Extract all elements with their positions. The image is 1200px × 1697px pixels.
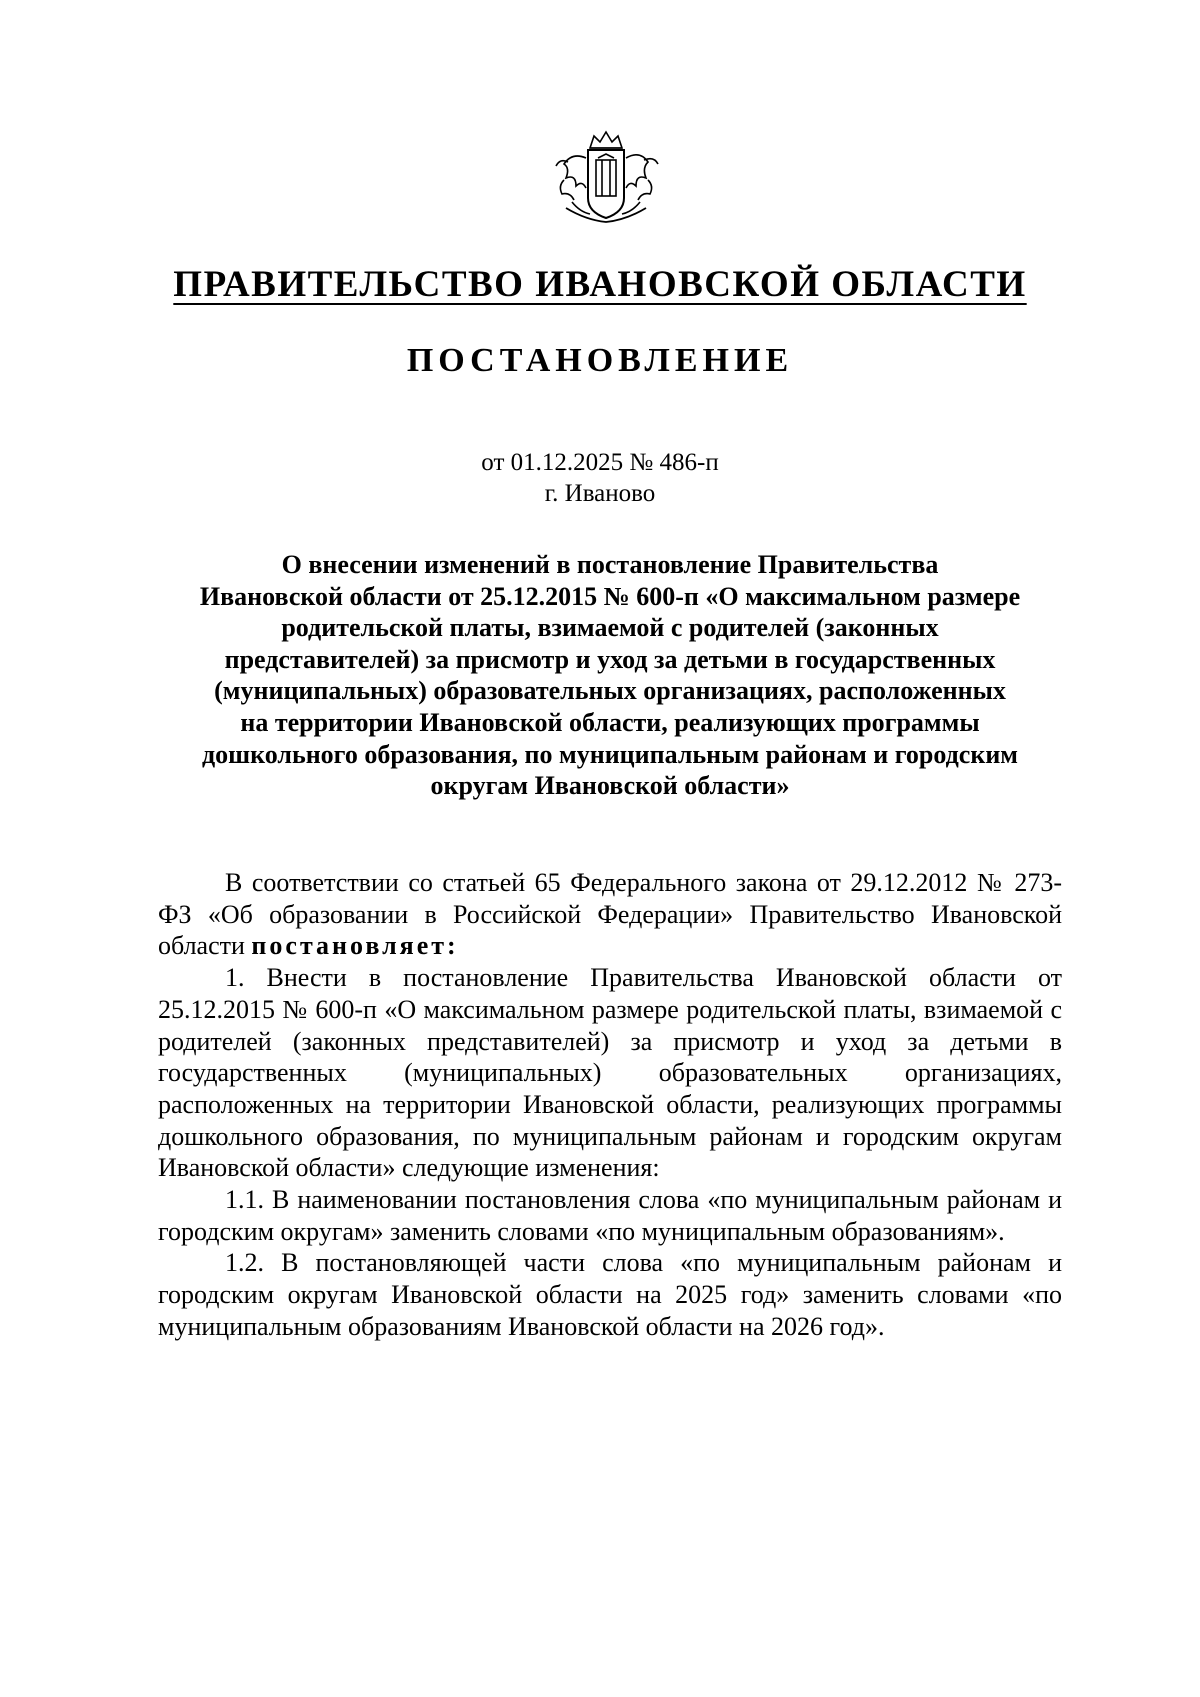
- government-title: [100, 262, 1100, 308]
- coat-of-arms-emblem: [546, 128, 666, 228]
- preamble-text: В соответствии со статьей 65 Федерального закона от 29.12.2012 № 273-ФЗ «Об образовании в Российской Федерации» Правительство Ивановской области: [158, 868, 1062, 961]
- government-title-text: ПРАВИТЕЛЬСТВО ИВАНОВСКОЙ ОБЛАСТИ: [173, 264, 1027, 305]
- resolve-word: постановляет:: [251, 931, 459, 961]
- subject-line: представителей) за присмотр и уход за детьми в государственных: [224, 644, 996, 674]
- document-meta: [100, 447, 1100, 509]
- subject-line: дошкольного образования, по муниципальным районам и городским: [201, 739, 1019, 769]
- subject-line: О внесении изменений в постановление Правительства: [281, 550, 939, 579]
- subject-line: (муниципальных) образовательных организациях, расположенных: [214, 676, 1006, 706]
- subject-line: округам Ивановской области»: [430, 771, 790, 801]
- item-1-paragraph: 1. Внести в постановление Правительства Ивановской области от 25.12.2015 № 600-п «О максимальном размере родительской платы, взимаемой с родителей (законных представителей) за присмотр и уход за детьми в государственных (муниципальных) образовательных организациях, расположенных на территории Ивановской области, реализующих программы дошкольного образования, по муниципальным районам и городским округам Ивановской области» следующие изменения:: [158, 963, 1062, 1183]
- item-1-2-paragraph: 1.2. В постановляющей части слова «по муниципальным районам и городским округам Ивановской области на 2025 год» заменить словами «по муниципальным образованиям Ивановской области на 2026 год».: [158, 1248, 1062, 1341]
- subject-line: родительской платы, взимаемой с родителей (законных: [281, 613, 939, 643]
- subject-line: Ивановской области от 25.12.2015 № 600-п «О максимальном размере: [199, 581, 1021, 611]
- city: г. Иваново: [544, 480, 656, 507]
- preamble-paragraph: [158, 867, 1062, 962]
- item-1-1-paragraph: 1.1. В наименовании постановления слова «по муниципальным районам и городским округам» заменить словами «по муниципальным образованиям».: [158, 1185, 1062, 1246]
- subject-line: на территории Ивановской области, реализующих программы: [240, 707, 980, 737]
- document-type: ПОСТАНОВЛЕНИЕ: [406, 342, 794, 379]
- date-number: от 01.12.2025 № 486-п: [481, 449, 719, 476]
- document-subject: [140, 549, 1080, 802]
- document-body: [158, 867, 1062, 1343]
